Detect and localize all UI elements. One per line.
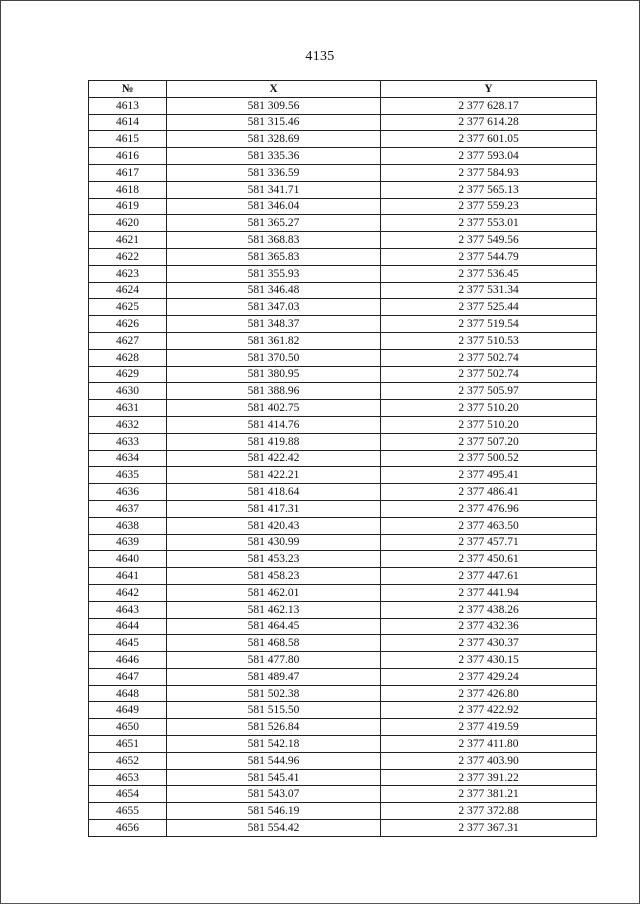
cell-y: 2 377 430.37	[381, 635, 597, 652]
table-row	[89, 164, 597, 181]
cell-y: 2 377 584.93	[381, 164, 597, 181]
cell-x: 581 368.83	[167, 232, 381, 249]
cell-number: 4639	[89, 534, 167, 551]
cell-x: 581 545.41	[167, 769, 381, 786]
cell-y: 2 377 628.17	[381, 97, 597, 114]
cell-number: 4627	[89, 332, 167, 349]
header-number: №	[89, 81, 167, 98]
cell-y: 2 377 593.04	[381, 148, 597, 165]
table-row	[89, 215, 597, 232]
cell-x: 581 462.13	[167, 601, 381, 618]
cell-number: 4613	[89, 97, 167, 114]
cell-x: 581 542.18	[167, 736, 381, 753]
table-row	[89, 719, 597, 736]
cell-y: 2 377 426.80	[381, 685, 597, 702]
cell-number: 4652	[89, 752, 167, 769]
cell-number: 4656	[89, 820, 167, 837]
cell-number: 4638	[89, 517, 167, 534]
cell-number: 4650	[89, 719, 167, 736]
cell-x: 581 453.23	[167, 551, 381, 568]
table-row	[89, 433, 597, 450]
table-row	[89, 383, 597, 400]
cell-y: 2 377 486.41	[381, 484, 597, 501]
cell-x: 581 422.42	[167, 450, 381, 467]
cell-x: 581 335.36	[167, 148, 381, 165]
table-row	[89, 517, 597, 534]
table-row	[89, 584, 597, 601]
cell-y: 2 377 430.15	[381, 652, 597, 669]
cell-number: 4640	[89, 551, 167, 568]
cell-x: 581 380.95	[167, 366, 381, 383]
table-row	[89, 500, 597, 517]
cell-number: 4632	[89, 416, 167, 433]
cell-number: 4647	[89, 668, 167, 685]
table-row	[89, 786, 597, 803]
cell-x: 581 420.43	[167, 517, 381, 534]
cell-x: 581 468.58	[167, 635, 381, 652]
cell-y: 2 377 403.90	[381, 752, 597, 769]
table-row	[89, 551, 597, 568]
cell-number: 4653	[89, 769, 167, 786]
table-row	[89, 114, 597, 131]
cell-number: 4618	[89, 181, 167, 198]
cell-number: 4619	[89, 198, 167, 215]
cell-number: 4625	[89, 299, 167, 316]
cell-number: 4648	[89, 685, 167, 702]
cell-x: 581 336.59	[167, 164, 381, 181]
cell-y: 2 377 450.61	[381, 551, 597, 568]
cell-y: 2 377 565.13	[381, 181, 597, 198]
cell-x: 581 502.38	[167, 685, 381, 702]
cell-number: 4624	[89, 282, 167, 299]
cell-y: 2 377 525.44	[381, 299, 597, 316]
cell-y: 2 377 559.23	[381, 198, 597, 215]
cell-number: 4626	[89, 316, 167, 333]
cell-x: 581 365.83	[167, 248, 381, 265]
cell-x: 581 489.47	[167, 668, 381, 685]
cell-number: 4636	[89, 484, 167, 501]
table-row	[89, 652, 597, 669]
cell-x: 581 418.64	[167, 484, 381, 501]
table-row	[89, 198, 597, 215]
cell-x: 581 515.50	[167, 702, 381, 719]
page-bottom-edge	[0, 903, 640, 904]
cell-x: 581 430.99	[167, 534, 381, 551]
cell-x: 581 347.03	[167, 299, 381, 316]
cell-x: 581 365.27	[167, 215, 381, 232]
table-row	[89, 803, 597, 820]
cell-x: 581 462.01	[167, 584, 381, 601]
cell-y: 2 377 422.92	[381, 702, 597, 719]
table-row	[89, 736, 597, 753]
cell-x: 581 402.75	[167, 400, 381, 417]
table-row	[89, 366, 597, 383]
cell-number: 4616	[89, 148, 167, 165]
table-row	[89, 316, 597, 333]
table-row	[89, 131, 597, 148]
cell-y: 2 377 391.22	[381, 769, 597, 786]
cell-number: 4621	[89, 232, 167, 249]
cell-x: 581 355.93	[167, 265, 381, 282]
cell-y: 2 377 505.97	[381, 383, 597, 400]
cell-y: 2 377 549.56	[381, 232, 597, 249]
cell-number: 4651	[89, 736, 167, 753]
cell-number: 4620	[89, 215, 167, 232]
cell-number: 4642	[89, 584, 167, 601]
cell-x: 581 341.71	[167, 181, 381, 198]
cell-y: 2 377 544.79	[381, 248, 597, 265]
cell-number: 4637	[89, 500, 167, 517]
table-row	[89, 484, 597, 501]
coordinates-table	[88, 80, 597, 837]
cell-y: 2 377 447.61	[381, 568, 597, 585]
cell-number: 4649	[89, 702, 167, 719]
cell-y: 2 377 381.21	[381, 786, 597, 803]
cell-x: 581 464.45	[167, 618, 381, 635]
table-row	[89, 534, 597, 551]
table-row	[89, 601, 597, 618]
table-row	[89, 416, 597, 433]
cell-y: 2 377 429.24	[381, 668, 597, 685]
table-row	[89, 668, 597, 685]
page-number: 4135	[305, 49, 335, 64]
table-row	[89, 702, 597, 719]
table-row	[89, 820, 597, 837]
cell-y: 2 377 411.80	[381, 736, 597, 753]
cell-x: 581 546.19	[167, 803, 381, 820]
cell-y: 2 377 502.74	[381, 349, 597, 366]
cell-y: 2 377 507.20	[381, 433, 597, 450]
cell-y: 2 377 500.52	[381, 450, 597, 467]
cell-y: 2 377 510.20	[381, 400, 597, 417]
cell-number: 4622	[89, 248, 167, 265]
cell-number: 4614	[89, 114, 167, 131]
table-row	[89, 685, 597, 702]
header-x: X	[167, 81, 381, 98]
cell-number: 4634	[89, 450, 167, 467]
cell-x: 581 414.76	[167, 416, 381, 433]
header-y: Y	[381, 81, 597, 98]
cell-number: 4631	[89, 400, 167, 417]
cell-x: 581 458.23	[167, 568, 381, 585]
table-row	[89, 265, 597, 282]
cell-x: 581 370.50	[167, 349, 381, 366]
cell-y: 2 377 531.34	[381, 282, 597, 299]
cell-x: 581 477.80	[167, 652, 381, 669]
table-row	[89, 282, 597, 299]
table-row	[89, 467, 597, 484]
cell-x: 581 346.04	[167, 198, 381, 215]
cell-x: 581 309.56	[167, 97, 381, 114]
cell-y: 2 377 553.01	[381, 215, 597, 232]
cell-number: 4633	[89, 433, 167, 450]
table-row	[89, 299, 597, 316]
cell-y: 2 377 519.54	[381, 316, 597, 333]
cell-x: 581 526.84	[167, 719, 381, 736]
table-row	[89, 450, 597, 467]
cell-number: 4654	[89, 786, 167, 803]
cell-y: 2 377 441.94	[381, 584, 597, 601]
table-row	[89, 769, 597, 786]
cell-y: 2 377 438.26	[381, 601, 597, 618]
cell-number: 4643	[89, 601, 167, 618]
cell-x: 581 361.82	[167, 332, 381, 349]
table-row	[89, 181, 597, 198]
table-row	[89, 148, 597, 165]
cell-number: 4617	[89, 164, 167, 181]
cell-number: 4629	[89, 366, 167, 383]
table-row	[89, 568, 597, 585]
table-row	[89, 97, 597, 114]
cell-number: 4623	[89, 265, 167, 282]
cell-y: 2 377 432.36	[381, 618, 597, 635]
table-header-row	[89, 81, 597, 98]
cell-y: 2 377 419.59	[381, 719, 597, 736]
cell-number: 4635	[89, 467, 167, 484]
table-row	[89, 400, 597, 417]
cell-y: 2 377 502.74	[381, 366, 597, 383]
cell-x: 581 417.31	[167, 500, 381, 517]
cell-number: 4644	[89, 618, 167, 635]
cell-number: 4655	[89, 803, 167, 820]
cell-y: 2 377 367.31	[381, 820, 597, 837]
cell-x: 581 554.42	[167, 820, 381, 837]
cell-number: 4645	[89, 635, 167, 652]
cell-x: 581 543.07	[167, 786, 381, 803]
cell-number: 4646	[89, 652, 167, 669]
cell-x: 581 315.46	[167, 114, 381, 131]
cell-x: 581 328.69	[167, 131, 381, 148]
table-body	[89, 97, 597, 836]
cell-x: 581 419.88	[167, 433, 381, 450]
table-row	[89, 618, 597, 635]
cell-number: 4628	[89, 349, 167, 366]
cell-y: 2 377 372.88	[381, 803, 597, 820]
cell-y: 2 377 510.20	[381, 416, 597, 433]
table-row	[89, 248, 597, 265]
cell-x: 581 346.48	[167, 282, 381, 299]
cell-x: 581 388.96	[167, 383, 381, 400]
cell-y: 2 377 495.41	[381, 467, 597, 484]
table-row	[89, 752, 597, 769]
cell-y: 2 377 476.96	[381, 500, 597, 517]
cell-number: 4630	[89, 383, 167, 400]
cell-y: 2 377 463.50	[381, 517, 597, 534]
cell-x: 581 422.21	[167, 467, 381, 484]
cell-y: 2 377 510.53	[381, 332, 597, 349]
cell-number: 4615	[89, 131, 167, 148]
cell-y: 2 377 601.05	[381, 131, 597, 148]
table-row	[89, 635, 597, 652]
table-row	[89, 332, 597, 349]
cell-x: 581 348.37	[167, 316, 381, 333]
cell-y: 2 377 457.71	[381, 534, 597, 551]
cell-x: 581 544.96	[167, 752, 381, 769]
cell-y: 2 377 614.28	[381, 114, 597, 131]
cell-number: 4641	[89, 568, 167, 585]
cell-y: 2 377 536.45	[381, 265, 597, 282]
table-row	[89, 232, 597, 249]
table-row	[89, 349, 597, 366]
